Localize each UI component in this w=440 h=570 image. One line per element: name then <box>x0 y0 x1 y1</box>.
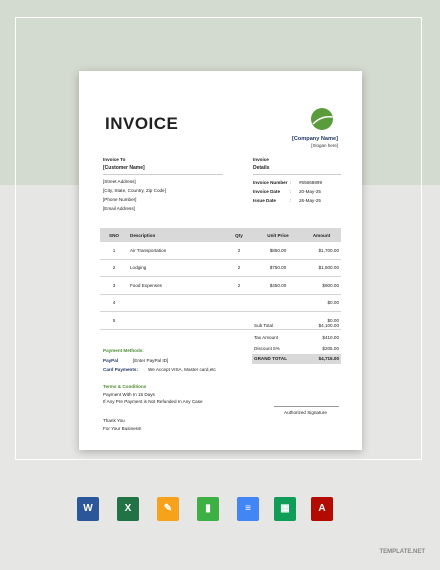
cell-description <box>128 312 224 330</box>
company-name: [Company Name] <box>291 136 338 142</box>
cell-description: Lodging <box>128 259 224 277</box>
invoice-page <box>79 71 362 450</box>
city-state: [City, State, Country, Zip Code] <box>103 188 166 193</box>
cell-description <box>128 294 224 312</box>
brand-watermark: TEMPLATE.NET <box>379 549 425 555</box>
cell-amount: $1,500.00 <box>302 259 341 277</box>
cell-qty: 2 <box>224 242 254 259</box>
invoice-title: INVOICE <box>105 114 179 133</box>
google-docs-icon-glyph: ≡ <box>245 503 251 514</box>
google-sheets-icon[interactable] <box>274 497 296 521</box>
details-label: Invoice <box>253 157 269 162</box>
grand-total-row <box>252 354 341 364</box>
paypal-value: [Enter PayPal ID] <box>133 358 169 363</box>
invoice-date-value: 20-May-25 <box>299 189 321 194</box>
card-value: We Accept VISA, Master card,etc <box>148 367 216 372</box>
pdf-icon-glyph: A <box>318 503 326 514</box>
authorized-signature-label: Authorized Signature <box>284 410 327 415</box>
cell-unit-price: $850.00 <box>254 242 302 259</box>
invoice-to-label: Invoice To <box>103 157 126 162</box>
numbers-icon-glyph: ▮ <box>205 503 211 514</box>
pdf-icon[interactable] <box>311 497 333 521</box>
cell-qty: 2 <box>224 277 254 295</box>
thanks-line-1: Thank You <box>103 418 125 423</box>
cell-amount: $0.00 <box>302 294 341 312</box>
header-sno: SNO <box>100 228 128 242</box>
tax-value: $410.00 <box>322 335 339 340</box>
email-address: [Email Address] <box>103 206 135 211</box>
word-icon[interactable] <box>77 497 99 521</box>
table-row <box>100 294 341 312</box>
customer-name: [Customer Name] <box>103 165 145 171</box>
discount-label: Discount 5% <box>254 346 280 351</box>
street-address: [Street Address] <box>103 179 136 184</box>
word-icon-glyph: W <box>83 503 93 514</box>
paypal-label: PayPal <box>103 358 119 363</box>
excel-icon-glyph: X <box>124 503 132 514</box>
cell-sno: 1 <box>100 242 128 259</box>
cell-sno: 5 <box>100 312 128 330</box>
invoice-number-value: #55668899 <box>299 180 322 185</box>
cell-unit-price: $750.00 <box>254 259 302 277</box>
signature-line <box>274 406 339 407</box>
cell-sno: 3 <box>100 277 128 295</box>
invoice-date-label: Invoice Date <box>253 189 281 194</box>
cell-qty <box>224 294 254 312</box>
terms-label: Terms & Conditions <box>103 384 147 389</box>
invoice-number-label: Invoice Number <box>253 180 288 185</box>
header-unit-price: Unit Price <box>254 228 302 242</box>
subtotal-value: $4,100.00 <box>318 323 339 328</box>
cell-amount: $0.00 <box>302 312 341 330</box>
cell-description: Air Transportation <box>128 242 224 259</box>
tax-row <box>252 333 341 343</box>
company-logo-icon <box>311 108 333 130</box>
header-description: Description <box>128 228 224 242</box>
google-sheets-icon-glyph: ▦ <box>280 503 290 514</box>
discount-row <box>252 344 341 354</box>
cell-sno: 2 <box>100 259 128 277</box>
format-icons-bar <box>77 497 337 523</box>
table-row <box>100 259 341 277</box>
grand-total-value: $4,715.00 <box>318 356 339 361</box>
phone-number: [Phone Number] <box>103 197 137 202</box>
header-qty: Qty <box>224 228 254 242</box>
pages-icon[interactable] <box>157 497 179 521</box>
colon: : <box>290 189 292 194</box>
details-sub: Details <box>253 165 270 171</box>
table-row <box>100 277 341 295</box>
terms-line: Payment With In 15 Days <box>103 392 155 397</box>
header-amount: Amount <box>302 228 341 242</box>
cell-qty: 2 <box>224 259 254 277</box>
colon: : <box>290 198 292 203</box>
cell-amount: $900.00 <box>302 277 341 295</box>
excel-icon[interactable] <box>117 497 139 521</box>
issue-date-value: 26-May-25 <box>299 198 321 203</box>
discount-value: $205.00 <box>322 346 339 351</box>
card-label: Card Payments: <box>103 367 138 372</box>
thanks-line-2: For Your Business! <box>103 426 142 431</box>
pages-icon-glyph: ✎ <box>163 503 173 514</box>
google-docs-icon[interactable] <box>237 497 259 521</box>
cell-description: Food Expenses <box>128 277 224 295</box>
company-slogan: [Slogan here] <box>311 143 338 148</box>
colon: : <box>290 180 292 185</box>
divider <box>103 174 223 175</box>
issue-date-label: Issue Date <box>253 198 276 203</box>
cell-unit-price: $450.00 <box>254 277 302 295</box>
table-header-row <box>100 228 341 242</box>
subtotal-row <box>252 321 341 331</box>
cell-sno: 4 <box>100 294 128 312</box>
cell-qty <box>224 312 254 330</box>
grand-total-label: GRAND TOTAL <box>254 356 288 361</box>
items-table <box>100 228 341 330</box>
terms-line: If Any Pre Payment is Not Refunded In Any Case <box>103 399 203 404</box>
cell-amount: $1,700.00 <box>302 242 341 259</box>
cell-unit-price <box>254 294 302 312</box>
tax-label: Tax Amount <box>254 335 279 340</box>
divider <box>253 174 341 175</box>
payment-methods-label: Payment Methods: <box>103 348 144 353</box>
numbers-icon[interactable] <box>197 497 219 521</box>
table-row <box>100 242 341 259</box>
subtotal-label: Sub Total <box>254 323 274 328</box>
